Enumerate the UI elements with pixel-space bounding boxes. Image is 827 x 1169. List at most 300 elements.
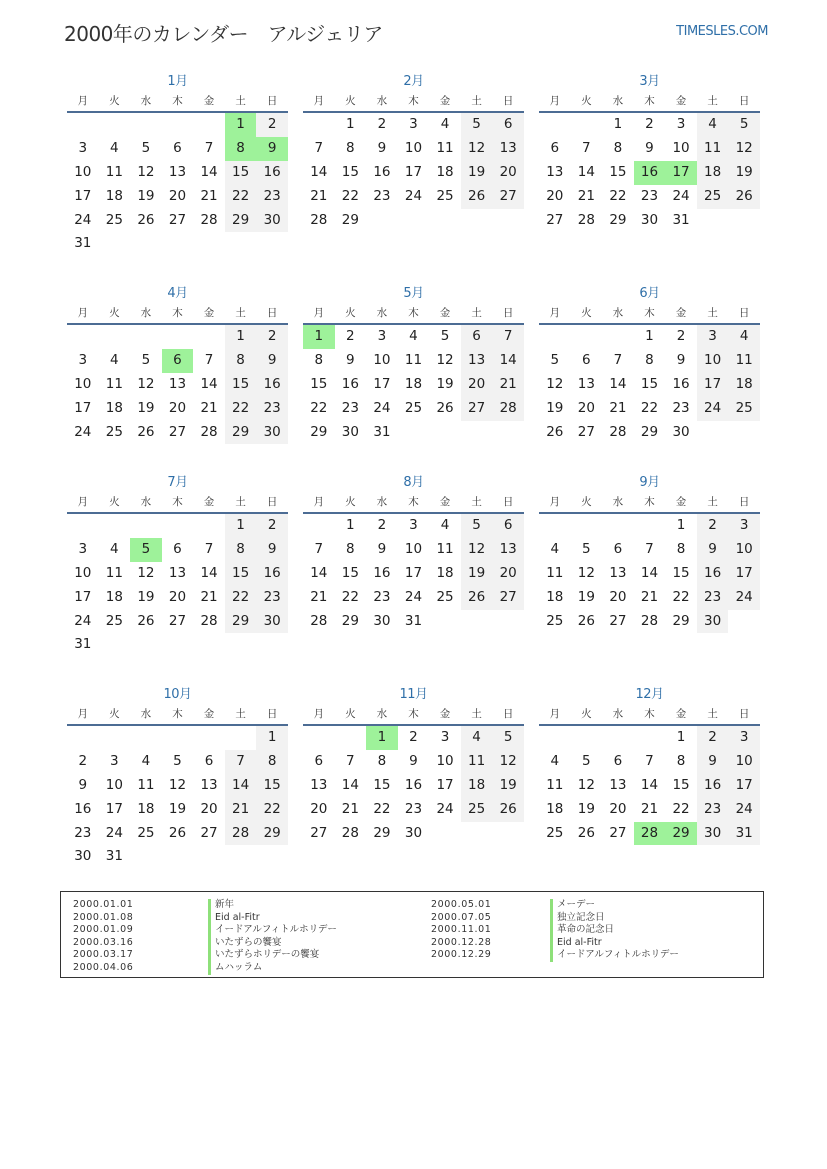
day-cell[interactable]: 1	[256, 726, 288, 750]
day-cell[interactable]: 5	[582, 752, 591, 769]
day-cell[interactable]: 1	[346, 517, 355, 533]
day-cell[interactable]: 30	[74, 848, 92, 865]
day-cell[interactable]: 11	[404, 351, 423, 368]
day-cell[interactable]: 14	[200, 564, 218, 581]
day-cell[interactable]: 13	[310, 776, 328, 793]
day-cell[interactable]: 13	[492, 137, 524, 161]
day-cell[interactable]: 19	[546, 399, 564, 416]
day-cell[interactable]: 5	[461, 514, 493, 538]
day-cell[interactable]: 23	[404, 800, 423, 817]
day-cell[interactable]: 9	[697, 750, 729, 774]
day-cell[interactable]: 28	[341, 824, 359, 841]
day-cell[interactable]: 14	[609, 375, 627, 392]
day-cell[interactable]: 3	[440, 729, 450, 745]
day-cell[interactable]: 19	[436, 375, 454, 392]
day-cell[interactable]: 22	[225, 586, 257, 610]
day-cell[interactable]: 30	[256, 421, 288, 445]
day-cell[interactable]: 6	[173, 540, 182, 557]
day-cell[interactable]: 30	[697, 822, 729, 846]
day-cell[interactable]: 23	[697, 586, 729, 610]
day-cell[interactable]: 27	[546, 211, 564, 228]
day-cell[interactable]: 21	[640, 588, 659, 605]
day-cell[interactable]: 17	[404, 163, 423, 180]
day-cell[interactable]: 28	[225, 822, 257, 846]
day-cell[interactable]: 10	[672, 139, 690, 156]
day-cell[interactable]: 3	[409, 116, 418, 132]
day-cell[interactable]: 7	[314, 540, 324, 557]
day-cell[interactable]: 15	[310, 375, 328, 392]
day-cell[interactable]: 7	[204, 139, 214, 156]
day-cell[interactable]: 6	[492, 514, 524, 538]
holiday-cell[interactable]: 28	[634, 822, 666, 846]
day-cell[interactable]: 25	[546, 824, 564, 841]
day-cell[interactable]: 5	[728, 113, 760, 137]
day-cell[interactable]: 18	[137, 800, 155, 817]
day-cell[interactable]: 8	[346, 139, 355, 156]
day-cell[interactable]: 8	[377, 752, 387, 769]
day-cell[interactable]: 5	[550, 351, 560, 368]
day-cell[interactable]: 20	[310, 800, 328, 817]
day-cell[interactable]: 17	[74, 399, 92, 416]
day-cell[interactable]: 27	[168, 423, 187, 440]
day-cell[interactable]: 17	[728, 774, 760, 798]
day-cell[interactable]: 14	[492, 349, 524, 373]
day-cell[interactable]: 11	[436, 540, 454, 557]
day-cell[interactable]: 21	[310, 588, 328, 605]
day-cell[interactable]: 20	[461, 373, 493, 397]
day-cell[interactable]: 12	[546, 375, 564, 392]
day-cell[interactable]: 21	[577, 187, 595, 204]
holiday-cell[interactable]: 1	[303, 325, 335, 349]
day-cell[interactable]: 2	[256, 325, 288, 349]
day-cell[interactable]: 11	[546, 776, 564, 793]
day-cell[interactable]: 15	[256, 774, 288, 798]
day-cell[interactable]: 29	[640, 423, 659, 440]
day-cell[interactable]: 1	[676, 517, 686, 533]
day-cell[interactable]: 15	[672, 776, 690, 793]
day-cell[interactable]: 16	[404, 776, 423, 793]
day-cell[interactable]: 23	[373, 588, 391, 605]
day-cell[interactable]: 5	[440, 328, 450, 344]
day-cell[interactable]: 27	[310, 824, 328, 841]
day-cell[interactable]: 29	[341, 612, 359, 629]
day-cell[interactable]: 9	[377, 139, 387, 156]
day-cell[interactable]: 19	[168, 800, 187, 817]
day-cell[interactable]: 12	[728, 137, 760, 161]
day-cell[interactable]: 18	[436, 564, 454, 581]
day-cell[interactable]: 4	[461, 726, 493, 750]
day-cell[interactable]: 12	[461, 538, 493, 562]
day-cell[interactable]: 5	[492, 726, 524, 750]
day-cell[interactable]: 6	[613, 540, 623, 557]
day-cell[interactable]: 7	[582, 139, 591, 156]
day-cell[interactable]: 20	[577, 399, 595, 416]
day-cell[interactable]: 24	[74, 612, 92, 629]
day-cell[interactable]: 15	[672, 564, 690, 581]
day-cell[interactable]: 6	[173, 139, 182, 156]
day-cell[interactable]: 4	[409, 328, 418, 344]
day-cell[interactable]: 14	[341, 776, 359, 793]
day-cell[interactable]: 14	[310, 163, 328, 180]
day-cell[interactable]: 19	[137, 399, 155, 416]
day-cell[interactable]: 14	[200, 163, 218, 180]
day-cell[interactable]: 3	[78, 540, 88, 557]
day-cell[interactable]: 11	[461, 750, 493, 774]
day-cell[interactable]: 24	[728, 798, 760, 822]
day-cell[interactable]: 9	[256, 349, 288, 373]
day-cell[interactable]: 21	[341, 800, 359, 817]
day-cell[interactable]: 12	[137, 375, 155, 392]
day-cell[interactable]: 25	[105, 211, 123, 228]
day-cell[interactable]: 23	[256, 397, 288, 421]
day-cell[interactable]: 25	[436, 588, 454, 605]
day-cell[interactable]: 20	[546, 187, 564, 204]
day-cell[interactable]: 29	[609, 211, 627, 228]
day-cell[interactable]: 24	[672, 187, 690, 204]
day-cell[interactable]: 24	[373, 399, 391, 416]
day-cell[interactable]: 2	[377, 116, 387, 132]
holiday-cell[interactable]: 1	[225, 113, 257, 137]
day-cell[interactable]: 4	[550, 540, 560, 557]
day-cell[interactable]: 28	[492, 397, 524, 421]
day-cell[interactable]: 2	[697, 726, 729, 750]
day-cell[interactable]: 1	[346, 116, 355, 132]
day-cell[interactable]: 5	[461, 113, 493, 137]
day-cell[interactable]: 15	[341, 163, 359, 180]
day-cell[interactable]: 19	[728, 161, 760, 185]
day-cell[interactable]: 18	[105, 187, 123, 204]
day-cell[interactable]: 19	[492, 774, 524, 798]
day-cell[interactable]: 10	[728, 750, 760, 774]
day-cell[interactable]: 17	[74, 588, 92, 605]
day-cell[interactable]: 13	[492, 538, 524, 562]
day-cell[interactable]: 20	[609, 800, 627, 817]
day-cell[interactable]: 8	[314, 351, 324, 368]
day-cell[interactable]: 7	[225, 750, 257, 774]
day-cell[interactable]: 31	[105, 848, 123, 865]
day-cell[interactable]: 24	[697, 397, 729, 421]
day-cell[interactable]: 9	[256, 538, 288, 562]
day-cell[interactable]: 23	[256, 185, 288, 209]
day-cell[interactable]: 3	[728, 726, 760, 750]
day-cell[interactable]: 18	[105, 399, 123, 416]
day-cell[interactable]: 6	[613, 752, 623, 769]
day-cell[interactable]: 5	[582, 540, 591, 557]
day-cell[interactable]: 10	[74, 375, 92, 392]
day-cell[interactable]: 23	[640, 187, 659, 204]
day-cell[interactable]: 10	[74, 163, 92, 180]
day-cell[interactable]: 24	[436, 800, 454, 817]
day-cell[interactable]: 9	[645, 139, 654, 156]
day-cell[interactable]: 12	[168, 776, 187, 793]
day-cell[interactable]: 12	[137, 163, 155, 180]
day-cell[interactable]: 27	[492, 185, 524, 209]
day-cell[interactable]: 17	[373, 375, 391, 392]
day-cell[interactable]: 25	[728, 397, 760, 421]
day-cell[interactable]: 16	[697, 562, 729, 586]
day-cell[interactable]: 24	[404, 588, 423, 605]
day-cell[interactable]: 12	[137, 564, 155, 581]
day-cell[interactable]: 22	[609, 187, 627, 204]
day-cell[interactable]: 15	[225, 373, 257, 397]
day-cell[interactable]: 25	[105, 612, 123, 629]
day-cell[interactable]: 28	[200, 423, 218, 440]
day-cell[interactable]: 7	[314, 139, 324, 156]
day-cell[interactable]: 26	[492, 798, 524, 822]
day-cell[interactable]: 9	[78, 776, 88, 793]
day-cell[interactable]: 4	[728, 325, 760, 349]
day-cell[interactable]: 15	[373, 776, 391, 793]
day-cell[interactable]: 25	[697, 185, 729, 209]
day-cell[interactable]: 5	[141, 351, 151, 368]
day-cell[interactable]: 11	[137, 776, 155, 793]
day-cell[interactable]: 13	[461, 349, 493, 373]
day-cell[interactable]: 23	[672, 399, 690, 416]
day-cell[interactable]: 19	[137, 588, 155, 605]
day-cell[interactable]: 10	[728, 538, 760, 562]
day-cell[interactable]: 4	[550, 752, 560, 769]
day-cell[interactable]: 10	[697, 349, 729, 373]
day-cell[interactable]: 17	[697, 373, 729, 397]
day-cell[interactable]: 6	[492, 113, 524, 137]
day-cell[interactable]: 9	[346, 351, 355, 368]
day-cell[interactable]: 22	[672, 800, 690, 817]
day-cell[interactable]: 3	[110, 752, 119, 769]
day-cell[interactable]: 28	[310, 612, 328, 629]
day-cell[interactable]: 27	[200, 824, 218, 841]
day-cell[interactable]: 8	[613, 139, 623, 156]
day-cell[interactable]: 15	[225, 562, 257, 586]
day-cell[interactable]: 19	[461, 562, 493, 586]
day-cell[interactable]: 11	[105, 163, 123, 180]
day-cell[interactable]: 25	[137, 824, 155, 841]
day-cell[interactable]: 22	[341, 588, 359, 605]
day-cell[interactable]: 9	[697, 538, 729, 562]
brand-link[interactable]: TIMESLES.COM	[676, 24, 768, 39]
day-cell[interactable]: 15	[225, 161, 257, 185]
day-cell[interactable]: 16	[341, 375, 359, 392]
day-cell[interactable]: 4	[697, 113, 729, 137]
holiday-cell[interactable]: 29	[665, 822, 697, 846]
day-cell[interactable]: 31	[672, 211, 690, 228]
day-cell[interactable]: 22	[310, 399, 328, 416]
day-cell[interactable]: 3	[676, 116, 686, 132]
day-cell[interactable]: 11	[436, 139, 454, 156]
day-cell[interactable]: 24	[728, 586, 760, 610]
day-cell[interactable]: 1	[225, 325, 257, 349]
day-cell[interactable]: 25	[404, 399, 423, 416]
day-cell[interactable]: 20	[200, 800, 218, 817]
day-cell[interactable]: 30	[672, 423, 690, 440]
day-cell[interactable]: 26	[577, 612, 595, 629]
day-cell[interactable]: 25	[546, 612, 564, 629]
day-cell[interactable]: 12	[492, 750, 524, 774]
day-cell[interactable]: 11	[728, 349, 760, 373]
day-cell[interactable]: 31	[404, 612, 423, 629]
day-cell[interactable]: 29	[256, 822, 288, 846]
day-cell[interactable]: 26	[137, 211, 155, 228]
day-cell[interactable]: 22	[341, 187, 359, 204]
day-cell[interactable]: 11	[105, 375, 123, 392]
day-cell[interactable]: 2	[256, 514, 288, 538]
day-cell[interactable]: 20	[168, 187, 187, 204]
day-cell[interactable]: 23	[341, 399, 359, 416]
day-cell[interactable]: 26	[728, 185, 760, 209]
day-cell[interactable]: 8	[645, 351, 654, 368]
day-cell[interactable]: 24	[105, 824, 123, 841]
day-cell[interactable]: 27	[609, 824, 627, 841]
day-cell[interactable]: 30	[373, 612, 391, 629]
holiday-cell[interactable]: 5	[130, 538, 162, 562]
day-cell[interactable]: 21	[200, 399, 218, 416]
day-cell[interactable]: 11	[105, 564, 123, 581]
day-cell[interactable]: 6	[582, 351, 591, 368]
day-cell[interactable]: 8	[676, 540, 686, 557]
day-cell[interactable]: 8	[346, 540, 355, 557]
day-cell[interactable]: 17	[105, 800, 123, 817]
day-cell[interactable]: 21	[492, 373, 524, 397]
day-cell[interactable]: 24	[74, 423, 92, 440]
day-cell[interactable]: 26	[461, 586, 493, 610]
day-cell[interactable]: 18	[697, 161, 729, 185]
day-cell[interactable]: 7	[613, 351, 623, 368]
day-cell[interactable]: 1	[613, 116, 623, 132]
day-cell[interactable]: 30	[256, 610, 288, 634]
day-cell[interactable]: 17	[74, 187, 92, 204]
day-cell[interactable]: 25	[461, 798, 493, 822]
day-cell[interactable]: 16	[373, 564, 391, 581]
day-cell[interactable]: 16	[697, 774, 729, 798]
day-cell[interactable]: 7	[492, 325, 524, 349]
day-cell[interactable]: 10	[105, 776, 123, 793]
day-cell[interactable]: 3	[409, 517, 418, 533]
day-cell[interactable]: 18	[436, 163, 454, 180]
day-cell[interactable]: 30	[697, 610, 729, 634]
day-cell[interactable]: 2	[256, 113, 288, 137]
day-cell[interactable]: 21	[310, 187, 328, 204]
day-cell[interactable]: 22	[672, 588, 690, 605]
day-cell[interactable]: 22	[225, 185, 257, 209]
day-cell[interactable]: 4	[440, 116, 450, 132]
day-cell[interactable]: 15	[341, 564, 359, 581]
day-cell[interactable]: 1	[225, 514, 257, 538]
day-cell[interactable]: 10	[436, 752, 454, 769]
day-cell[interactable]: 16	[256, 161, 288, 185]
day-cell[interactable]: 24	[74, 211, 92, 228]
day-cell[interactable]: 4	[110, 351, 119, 368]
day-cell[interactable]: 13	[200, 776, 218, 793]
day-cell[interactable]: 29	[341, 211, 359, 228]
day-cell[interactable]: 7	[645, 752, 654, 769]
day-cell[interactable]: 29	[225, 209, 257, 233]
day-cell[interactable]: 17	[436, 776, 454, 793]
day-cell[interactable]: 8	[256, 750, 288, 774]
day-cell[interactable]: 2	[676, 328, 686, 344]
day-cell[interactable]: 8	[676, 752, 686, 769]
day-cell[interactable]: 6	[550, 139, 560, 156]
day-cell[interactable]: 20	[492, 562, 524, 586]
day-cell[interactable]: 2	[346, 328, 355, 344]
day-cell[interactable]: 19	[461, 161, 493, 185]
day-cell[interactable]: 8	[225, 538, 257, 562]
day-cell[interactable]: 9	[409, 752, 418, 769]
day-cell[interactable]: 9	[377, 540, 387, 557]
day-cell[interactable]: 16	[256, 373, 288, 397]
day-cell[interactable]: 7	[204, 351, 214, 368]
day-cell[interactable]: 13	[168, 163, 187, 180]
day-cell[interactable]: 19	[577, 588, 595, 605]
day-cell[interactable]: 13	[577, 375, 595, 392]
day-cell[interactable]: 20	[168, 588, 187, 605]
day-cell[interactable]: 6	[461, 325, 493, 349]
day-cell[interactable]: 13	[609, 564, 627, 581]
holiday-cell[interactable]: 1	[366, 726, 398, 750]
day-cell[interactable]: 20	[609, 588, 627, 605]
day-cell[interactable]: 21	[225, 798, 257, 822]
day-cell[interactable]: 27	[461, 397, 493, 421]
day-cell[interactable]: 13	[609, 776, 627, 793]
day-cell[interactable]: 4	[440, 517, 450, 533]
day-cell[interactable]: 17	[404, 564, 423, 581]
day-cell[interactable]: 11	[697, 137, 729, 161]
day-cell[interactable]: 26	[461, 185, 493, 209]
day-cell[interactable]: 14	[225, 774, 257, 798]
day-cell[interactable]: 2	[645, 116, 654, 132]
day-cell[interactable]: 22	[256, 798, 288, 822]
day-cell[interactable]: 3	[78, 351, 88, 368]
day-cell[interactable]: 29	[672, 612, 690, 629]
day-cell[interactable]: 5	[173, 752, 182, 769]
day-cell[interactable]: 1	[645, 328, 654, 344]
day-cell[interactable]: 2	[409, 729, 418, 745]
day-cell[interactable]: 3	[377, 328, 387, 344]
day-cell[interactable]: 28	[577, 211, 595, 228]
day-cell[interactable]: 26	[577, 824, 595, 841]
day-cell[interactable]: 29	[225, 610, 257, 634]
holiday-cell[interactable]: 6	[162, 349, 194, 373]
day-cell[interactable]: 13	[168, 375, 187, 392]
day-cell[interactable]: 3	[697, 325, 729, 349]
day-cell[interactable]: 31	[728, 822, 760, 846]
day-cell[interactable]: 28	[200, 211, 218, 228]
day-cell[interactable]: 28	[609, 423, 627, 440]
day-cell[interactable]: 26	[546, 423, 564, 440]
day-cell[interactable]: 31	[74, 235, 92, 252]
day-cell[interactable]: 20	[168, 399, 187, 416]
holiday-cell[interactable]: 16	[634, 161, 666, 185]
day-cell[interactable]: 29	[225, 421, 257, 445]
day-cell[interactable]: 3	[728, 514, 760, 538]
day-cell[interactable]: 30	[404, 824, 423, 841]
day-cell[interactable]: 13	[546, 163, 564, 180]
day-cell[interactable]: 14	[640, 564, 659, 581]
day-cell[interactable]: 30	[341, 423, 359, 440]
day-cell[interactable]: 6	[204, 752, 214, 769]
day-cell[interactable]: 14	[310, 564, 328, 581]
day-cell[interactable]: 21	[640, 800, 659, 817]
day-cell[interactable]: 5	[141, 139, 151, 156]
day-cell[interactable]: 12	[577, 564, 595, 581]
day-cell[interactable]: 26	[137, 423, 155, 440]
day-cell[interactable]: 16	[672, 375, 690, 392]
day-cell[interactable]: 8	[225, 349, 257, 373]
day-cell[interactable]: 9	[676, 351, 686, 368]
day-cell[interactable]: 19	[577, 800, 595, 817]
day-cell[interactable]: 18	[728, 373, 760, 397]
day-cell[interactable]: 27	[492, 586, 524, 610]
holiday-cell[interactable]: 8	[225, 137, 257, 161]
day-cell[interactable]: 31	[373, 423, 391, 440]
